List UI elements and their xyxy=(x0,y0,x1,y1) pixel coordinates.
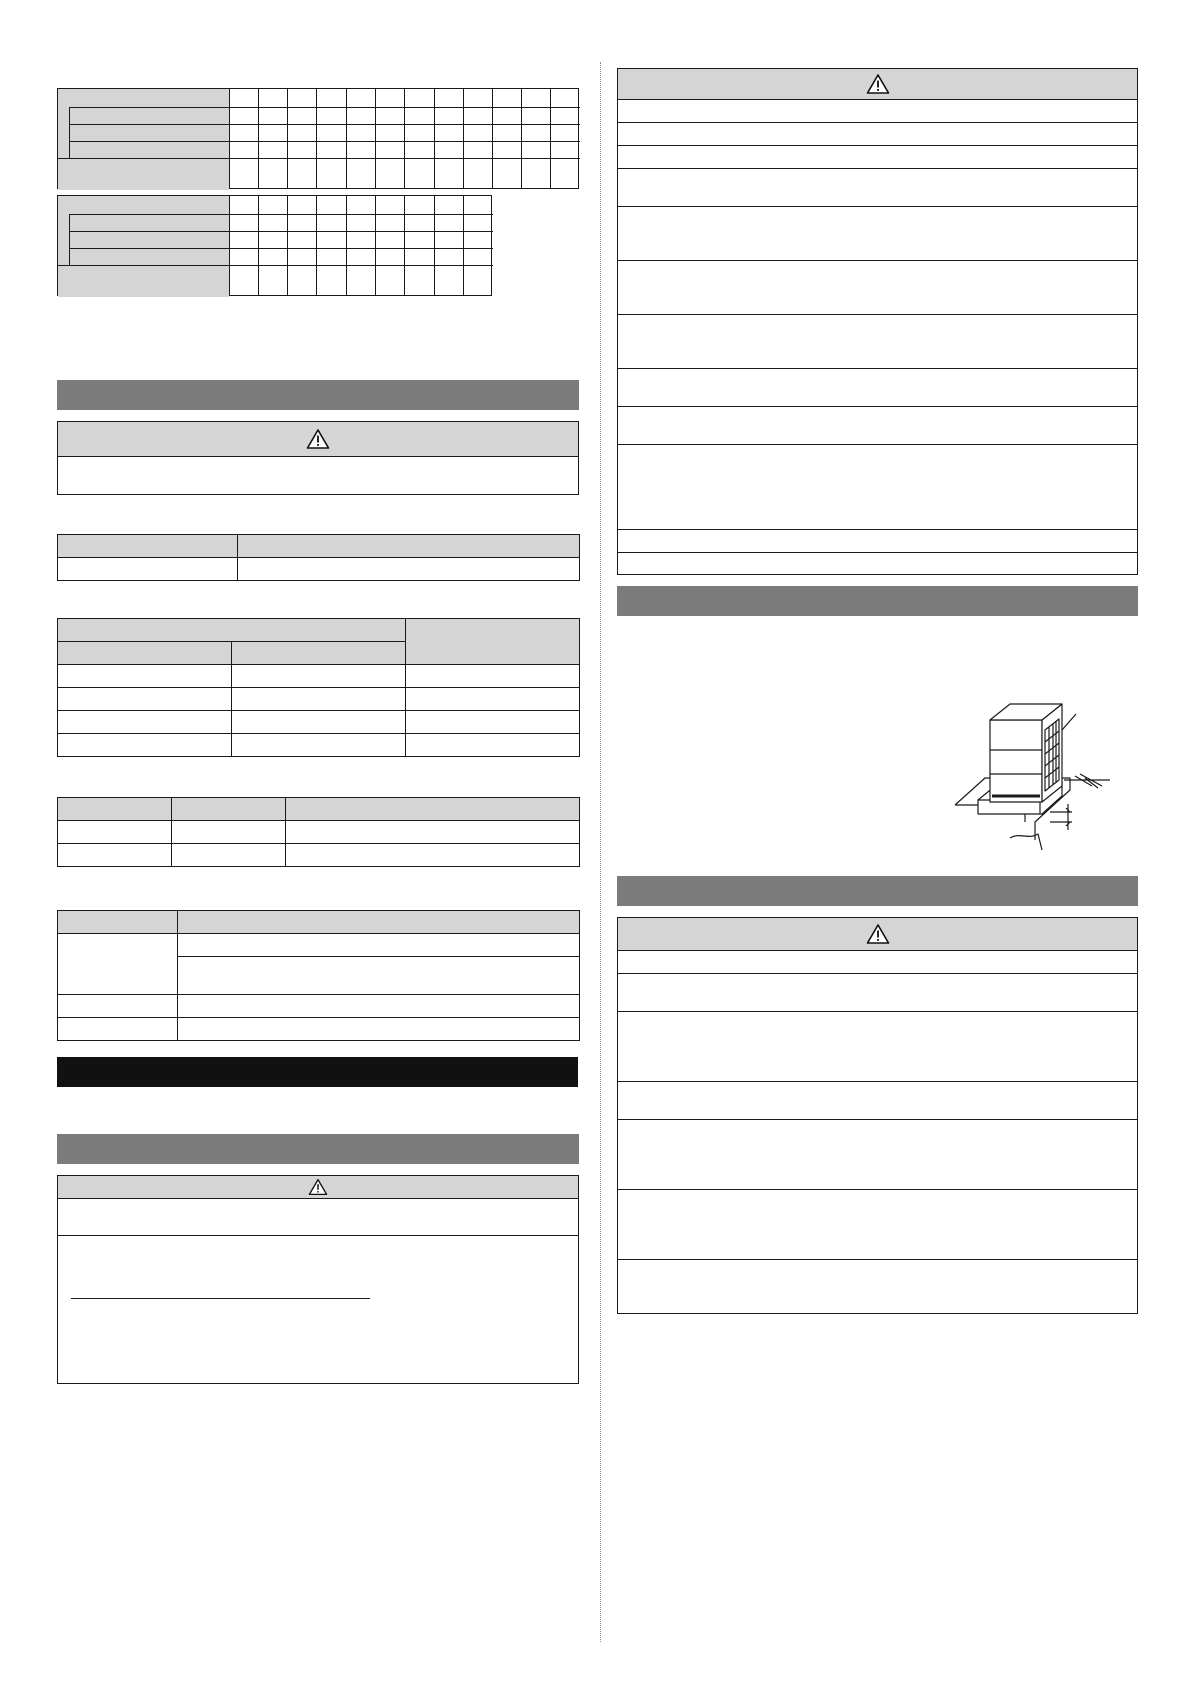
warning-row xyxy=(618,207,1137,261)
table-c-cell xyxy=(172,844,286,867)
outdoor-unit-icon xyxy=(950,700,1125,860)
table-c-cell xyxy=(58,821,172,844)
warning-header-1 xyxy=(58,422,578,457)
table-b-cell xyxy=(58,665,232,688)
table-a-cell xyxy=(238,558,580,581)
table-b-cell xyxy=(232,688,406,711)
table-b xyxy=(57,618,580,757)
table-d-header-cell xyxy=(178,911,580,934)
table-c xyxy=(57,797,580,867)
table-d-header-cell xyxy=(58,911,178,934)
warning-box-4 xyxy=(617,917,1138,1314)
column-divider xyxy=(600,62,601,1642)
table-c-header-cell xyxy=(58,798,172,821)
chapter-bar xyxy=(57,1057,578,1087)
warning-header-4 xyxy=(618,918,1137,951)
warning-header-2 xyxy=(58,1176,578,1199)
spec-table-2 xyxy=(57,195,492,296)
table-b-cell xyxy=(58,734,232,757)
table-b-subheader-cell xyxy=(58,642,232,665)
section-bar-4 xyxy=(617,876,1138,906)
underline-rule xyxy=(71,1298,370,1299)
warning-row xyxy=(618,1012,1137,1082)
table-b-cell xyxy=(406,711,580,734)
spec-table-1-subgroup xyxy=(69,107,229,159)
warning-triangle-icon xyxy=(866,73,890,95)
warning-row xyxy=(618,123,1137,146)
warning-row xyxy=(618,974,1137,1012)
warning-triangle-icon xyxy=(306,428,330,450)
table-d xyxy=(57,910,580,1041)
warning-row xyxy=(618,1082,1137,1120)
table-b-cell xyxy=(58,688,232,711)
section-bar-3 xyxy=(617,586,1138,616)
warning-row xyxy=(58,1236,578,1383)
table-d-cell xyxy=(178,1018,580,1041)
warning-row xyxy=(618,1190,1137,1260)
table-a-cell xyxy=(58,558,238,581)
table-d-cell xyxy=(178,934,580,957)
table-b-subheader-cell xyxy=(232,642,406,665)
table-c-header-cell xyxy=(286,798,580,821)
spec-table-2-subgroup xyxy=(69,214,229,265)
table-c-cell xyxy=(58,844,172,867)
table-b-cell xyxy=(58,711,232,734)
table-c-header-cell xyxy=(172,798,286,821)
table-a-header-cell xyxy=(238,535,580,558)
table-c-cell xyxy=(286,844,580,867)
spec-table-1 xyxy=(57,88,579,189)
warning-row xyxy=(618,369,1137,407)
table-b-header-cell xyxy=(406,619,580,665)
warning-box-2 xyxy=(57,1175,579,1384)
table-d-cell xyxy=(58,1018,178,1041)
warning-box-3 xyxy=(617,68,1138,575)
warning-row xyxy=(618,445,1137,530)
table-a-header-cell xyxy=(58,535,238,558)
warning-header-3 xyxy=(618,69,1137,100)
table-c-cell xyxy=(172,821,286,844)
table-b-cell xyxy=(406,665,580,688)
warning-row xyxy=(618,146,1137,169)
section-bar-2 xyxy=(57,1134,579,1164)
table-a xyxy=(57,534,580,581)
table-b-cell xyxy=(232,665,406,688)
table-d-cell xyxy=(178,995,580,1018)
warning-row xyxy=(618,315,1137,369)
warning-triangle-icon xyxy=(308,1178,328,1196)
warning-row xyxy=(618,530,1137,553)
warning-row xyxy=(618,407,1137,445)
warning-row xyxy=(618,951,1137,974)
warning-box-1 xyxy=(57,421,579,495)
warning-body-1 xyxy=(58,457,578,494)
table-b-cell xyxy=(232,734,406,757)
warning-row xyxy=(618,553,1137,575)
warning-row xyxy=(618,169,1137,207)
warning-row xyxy=(58,1199,578,1236)
table-c-cell xyxy=(286,821,580,844)
warning-row xyxy=(618,1260,1137,1313)
warning-triangle-icon xyxy=(866,923,890,945)
table-d-cell xyxy=(178,957,580,995)
table-d-cell xyxy=(58,934,178,995)
section-bar-1 xyxy=(57,380,579,410)
warning-row xyxy=(618,1120,1137,1190)
warning-row xyxy=(618,261,1137,315)
table-b-cell xyxy=(232,711,406,734)
warning-row xyxy=(618,100,1137,123)
table-d-cell xyxy=(58,995,178,1018)
table-b-cell xyxy=(406,734,580,757)
table-b-cell xyxy=(406,688,580,711)
table-b-header-group xyxy=(58,619,406,642)
